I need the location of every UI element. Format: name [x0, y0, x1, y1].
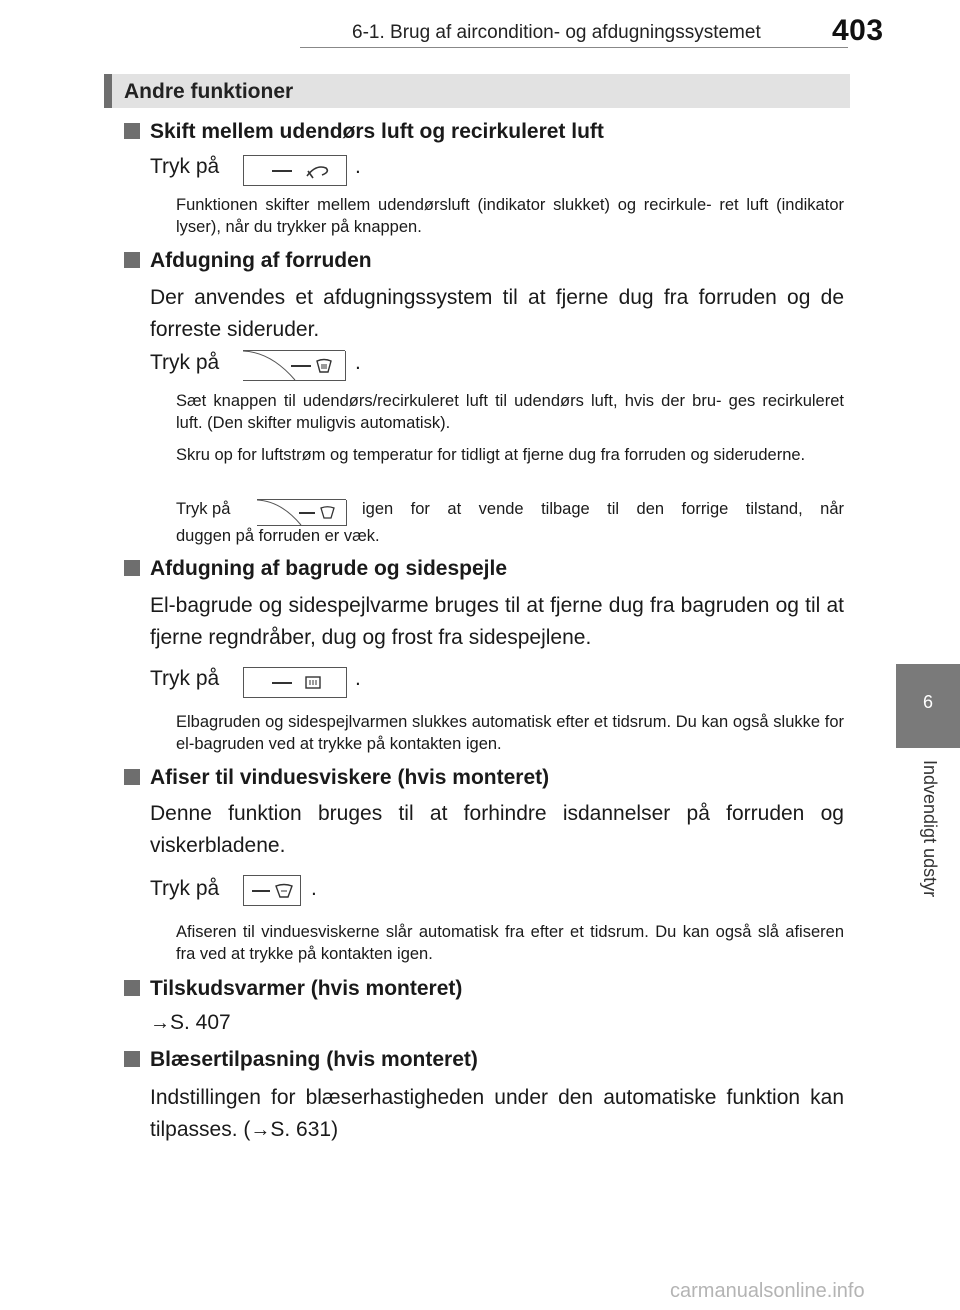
body-windshield-defog: Der anvendes et afdugningssystem til at fjerne dug fra forruden og de forreste sideruder.: [150, 286, 844, 341]
heading-wiper-deicer: [124, 766, 549, 790]
section-bar-stripe: [104, 74, 112, 108]
heading-text: Blæsertilpasning (hvis monteret): [150, 1048, 478, 1071]
chapter-number: 6: [922, 692, 933, 712]
recirculation-button[interactable]: [243, 155, 347, 186]
heading-recirculation: [124, 120, 604, 144]
note-recirculation: Funktionen skifter mellem udendørsluft (indikator slukket) og recirkule- ret luft (indikator lyser), når du trykker på knappen.: [176, 196, 844, 236]
wiper-deicer-button[interactable]: [243, 875, 301, 906]
indicator-bar: [299, 512, 315, 514]
heading-rear-defog: [124, 557, 507, 581]
body-text: Indstillingen for blæserhastigheden under den automatiske funktion kan tilpasses. (: [150, 1086, 844, 1141]
windshield-defogger-button-icon: [320, 505, 335, 520]
heading-text: Afiser til vinduesviskere (hvis monteret): [150, 766, 550, 789]
rear-window-defogger-button[interactable]: [243, 667, 347, 698]
windshield-defogger-button-icon: [315, 357, 333, 375]
chapter-label: Indvendigt udstyr: [920, 760, 940, 898]
press-label: Tryk på: [150, 667, 220, 690]
ref-aux-heater[interactable]: [150, 1011, 231, 1035]
bullet-square-icon: [124, 123, 140, 139]
header-title: 6-1. Brug af aircondition- og afdugningssystemet: [352, 22, 761, 43]
note-again-start: Tryk på: [176, 500, 231, 518]
note-windshield-1: Sæt knappen til udendørs/recirkuleret luft til udendørs luft, hvis der bru- ges recirkuleret luft. (Den skifter muligvis automatisk).: [176, 392, 844, 432]
body-rear-defog: El-bagrude og sidespejlvarme bruges til at fjerne dug fra bagruden og til at fjerne regndråber, dug og frost fra sidespejlene.: [150, 594, 844, 649]
heading-text: Tilskudsvarmer (hvis monteret): [150, 977, 463, 1000]
press-line-recirculation: [150, 155, 219, 179]
press-line-windshield: [150, 351, 219, 375]
indicator-bar: [291, 365, 311, 367]
rear-window-defogger-button-icon: [304, 674, 322, 692]
section-bar: [104, 74, 850, 108]
arrow-icon: →: [150, 1012, 170, 1034]
indicator-bar: [272, 682, 292, 684]
bullet-square-icon: [124, 980, 140, 996]
header-rule: [300, 47, 848, 48]
indicator-bar: [252, 890, 270, 892]
body-wiper-deicer: Denne funktion bruges til at forhindre isdannelser på forruden og viskerbladene.: [150, 802, 844, 857]
press-period: .: [355, 155, 361, 178]
bullet-square-icon: [124, 252, 140, 268]
press-label: Tryk på: [150, 351, 220, 374]
press-line-wiper: [150, 877, 219, 901]
heading-aux-heater: [124, 977, 462, 1001]
arrow-icon: →: [250, 1119, 271, 1141]
section-title: Andre funktioner: [124, 80, 294, 103]
heading-text: Afdugning af bagrude og sidespejle: [150, 557, 508, 580]
note-again-end: duggen på forruden er væk.: [176, 527, 380, 545]
ref-text[interactable]: S. 631): [270, 1118, 339, 1141]
bullet-square-icon: [124, 560, 140, 576]
press-period: .: [355, 351, 361, 374]
watermark: carmanualsonline.info: [670, 1280, 865, 1302]
note-again-rest: igen for at vende tilbage til den forrige tilstand, når: [362, 500, 844, 518]
page-number: 403: [832, 14, 884, 47]
heading-windshield-defog: [124, 249, 372, 273]
wiper-deicer-button-icon: [275, 882, 293, 900]
bullet-square-icon: [124, 1051, 140, 1067]
windshield-defogger-button-small[interactable]: [257, 500, 347, 526]
bullet-square-icon: [124, 769, 140, 785]
press-period: .: [355, 667, 361, 690]
press-line-rear: [150, 667, 219, 691]
note-wiper-deicer: Afiseren til vinduesviskerne slår automatisk fra efter et tidsrum. Du kan også slå afiseren fra ved at trykke på kontakten igen.: [176, 923, 844, 963]
windshield-defogger-button[interactable]: [243, 351, 346, 381]
chapter-tab[interactable]: [896, 664, 960, 748]
note-windshield-2: Skru op for luftstrøm og temperatur for tidligt at fjerne dug fra forruden og sideruderne.: [176, 446, 806, 464]
press-label: Tryk på: [150, 877, 220, 900]
recirculation-button-icon: [304, 162, 330, 180]
press-label: Tryk på: [150, 155, 220, 178]
press-period: .: [311, 877, 317, 900]
body-blower: [150, 1082, 844, 1146]
heading-text: Skift mellem udendørs luft og recirkuleret luft: [150, 120, 604, 143]
note-rear-defog: Elbagruden og sidespejlvarmen slukkes automatisk efter et tidsrum. Du kan også slukke for el-bagruden ved at trykke på kontakten igen.: [176, 713, 844, 753]
heading-text: Afdugning af forruden: [150, 249, 372, 272]
ref-text: S. 407: [170, 1011, 231, 1034]
heading-blower: [124, 1048, 478, 1072]
indicator-bar: [272, 170, 292, 172]
